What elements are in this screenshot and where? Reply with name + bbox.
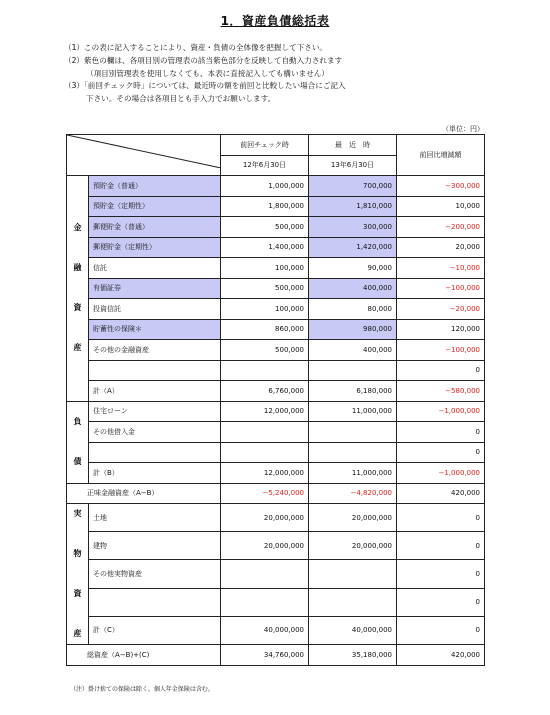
note-2: （2）紫色の欄は、各項目別の管理表の該当紫色部分を反映して自動入力されます [64, 55, 343, 65]
category-liabilities: 負 債 [67, 401, 89, 483]
cell-latest: 11,000,000 [309, 463, 397, 484]
row-label: 貯蓄性の保険＊ [89, 319, 221, 340]
cell-latest: 6,180,000 [309, 381, 397, 402]
table-row [67, 278, 485, 299]
row-label: 総資産（A−B)+(C) [67, 645, 221, 666]
table-row [67, 217, 485, 238]
cell-latest[interactable] [309, 360, 397, 381]
cell-latest: −4,820,000 [309, 483, 397, 504]
cell-prev[interactable] [221, 442, 309, 463]
header-latest-date: 13年6月30日 [309, 155, 397, 176]
table-row [67, 258, 485, 279]
cell-prev[interactable]: 500,000 [221, 278, 309, 299]
row-label: 計（A） [89, 381, 221, 402]
net-financial-row [67, 483, 485, 504]
cell-prev[interactable]: 100,000 [221, 299, 309, 320]
cell-prev[interactable] [221, 360, 309, 381]
row-label: 計（C） [89, 616, 221, 644]
cell-latest[interactable]: 11,000,000 [309, 401, 397, 422]
cell-latest: 300,000 [309, 217, 397, 238]
cell-prev[interactable]: 1,400,000 [221, 237, 309, 258]
cell-latest: 1,420,000 [309, 237, 397, 258]
cell-prev[interactable]: 12,000,000 [221, 401, 309, 422]
cell-diff: 20,000 [397, 237, 485, 258]
cell-latest: 40,000,000 [309, 616, 397, 644]
cell-diff: −1,000,000 [397, 463, 485, 484]
row-label[interactable] [89, 360, 221, 381]
table-row [67, 176, 485, 197]
cell-latest[interactable] [309, 560, 397, 588]
cell-prev[interactable]: 860,000 [221, 319, 309, 340]
header-prev: 前回チェック時 [221, 135, 309, 156]
row-label: その他の金融資産 [89, 340, 221, 361]
table-row [67, 560, 485, 588]
note-1: （1）この表に記入することにより、資産・負債の全体像を把握して下さい。 [64, 43, 328, 52]
table-row [67, 319, 485, 340]
row-label: 住宅ローン [89, 401, 221, 422]
cell-prev[interactable]: 1,000,000 [221, 176, 309, 197]
cell-diff: −100,000 [397, 340, 485, 361]
cell-diff: 0 [397, 360, 485, 381]
subtotal-row-b [67, 463, 485, 484]
cell-latest[interactable] [309, 588, 397, 616]
row-label[interactable] [89, 588, 221, 616]
table-row [67, 237, 485, 258]
table-row [67, 504, 485, 532]
row-label: 信託 [89, 258, 221, 279]
cell-prev[interactable] [221, 560, 309, 588]
row-label: 有価証券 [89, 278, 221, 299]
cell-prev: 40,000,000 [221, 616, 309, 644]
note-3: （3）「前回チェック時」については、最近時の額を前回と比較したい場合にご記入 [64, 81, 346, 91]
row-label: 投資信託 [89, 299, 221, 320]
row-label: 建物 [89, 532, 221, 560]
row-label: その他借入金 [89, 422, 221, 443]
category-real-assets: 実 物 資 産 [67, 504, 89, 645]
cell-latest[interactable]: 20,000,000 [309, 532, 397, 560]
cell-diff: 0 [397, 560, 485, 588]
cell-latest: 980,000 [309, 319, 397, 340]
cell-diff: 0 [397, 422, 485, 443]
category-financial: 金 融 資 産 [67, 176, 89, 402]
cell-prev[interactable]: 100,000 [221, 258, 309, 279]
cell-diff: −300,000 [397, 176, 485, 197]
note-3-sub: 下さい。その場合は各項目とも手入力でお願いします。 [86, 94, 276, 104]
cell-latest: 1,810,000 [309, 196, 397, 217]
table-row [67, 588, 485, 616]
subtotal-row-c [67, 616, 485, 644]
table-row [67, 532, 485, 560]
cell-diff: −200,000 [397, 217, 485, 238]
cell-latest[interactable]: 90,000 [309, 258, 397, 279]
cell-diff: 120,000 [397, 319, 485, 340]
table-row [67, 299, 485, 320]
table-row [67, 360, 485, 381]
cell-prev: 6,760,000 [221, 381, 309, 402]
cell-diff: 0 [397, 532, 485, 560]
row-label: 預貯金（普通） [89, 176, 221, 197]
cell-latest[interactable]: 400,000 [309, 340, 397, 361]
cell-latest[interactable]: 80,000 [309, 299, 397, 320]
cell-prev[interactable]: 20,000,000 [221, 504, 309, 532]
total-assets-row [67, 645, 485, 666]
footnote: （注）掛け捨ての保険は除く。個人年金保険は含む。 [70, 686, 214, 693]
cell-latest[interactable] [309, 442, 397, 463]
instructions [64, 42, 504, 106]
cell-diff: −10,000 [397, 258, 485, 279]
table-row [67, 422, 485, 443]
unit-label: （単位：円） [442, 125, 484, 133]
header-prev-date: 12年6月30日 [221, 155, 309, 176]
cell-latest: 700,000 [309, 176, 397, 197]
cell-latest[interactable]: 20,000,000 [309, 504, 397, 532]
page-title: 1．資産負債総括表 [220, 14, 330, 28]
cell-prev[interactable]: 500,000 [221, 217, 309, 238]
table-row [67, 196, 485, 217]
balance-table [66, 134, 485, 666]
cell-diff: 0 [397, 504, 485, 532]
cell-diff: −100,000 [397, 278, 485, 299]
table-row [67, 401, 485, 422]
row-label: 郵便貯金（普通） [89, 217, 221, 238]
header-corner [67, 135, 221, 176]
cell-diff: 0 [397, 442, 485, 463]
cell-latest[interactable] [309, 422, 397, 443]
row-label[interactable] [89, 442, 221, 463]
cell-diff: 420,000 [397, 483, 485, 504]
cell-prev: 12,000,000 [221, 463, 309, 484]
row-label: 計（B） [89, 463, 221, 484]
cell-prev[interactable] [221, 422, 309, 443]
cell-prev[interactable] [221, 588, 309, 616]
table-row [67, 340, 485, 361]
cell-prev: 34,760,000 [221, 645, 309, 666]
cell-latest: 35,180,000 [309, 645, 397, 666]
row-label: その他実物資産 [89, 560, 221, 588]
cell-prev[interactable]: 1,800,000 [221, 196, 309, 217]
cell-prev[interactable]: 20,000,000 [221, 532, 309, 560]
header-latest: 最 近 時 [309, 135, 397, 156]
cell-latest: 400,000 [309, 278, 397, 299]
note-2-sub: （項目別管理表を使用しなくても、本表に直接記入しても構いません） [86, 68, 329, 78]
cell-diff: 0 [397, 616, 485, 644]
subtotal-row-a [67, 381, 485, 402]
cell-diff: −20,000 [397, 299, 485, 320]
row-label: 土地 [89, 504, 221, 532]
cell-diff: −580,000 [397, 381, 485, 402]
row-label: 正味金融資産（A−B） [67, 483, 221, 504]
cell-diff: −1,000,000 [397, 401, 485, 422]
diagonal-line [67, 135, 221, 168]
row-label: 預貯金（定期性） [89, 196, 221, 217]
row-label: 郵便貯金（定期性） [89, 237, 221, 258]
table-row [67, 442, 485, 463]
cell-diff: 420,000 [397, 645, 485, 666]
cell-diff: 10,000 [397, 196, 485, 217]
cell-prev[interactable]: 500,000 [221, 340, 309, 361]
cell-prev: −5,240,000 [221, 483, 309, 504]
header-diff: 前回比増減額 [397, 135, 485, 176]
cell-diff: 0 [397, 588, 485, 616]
